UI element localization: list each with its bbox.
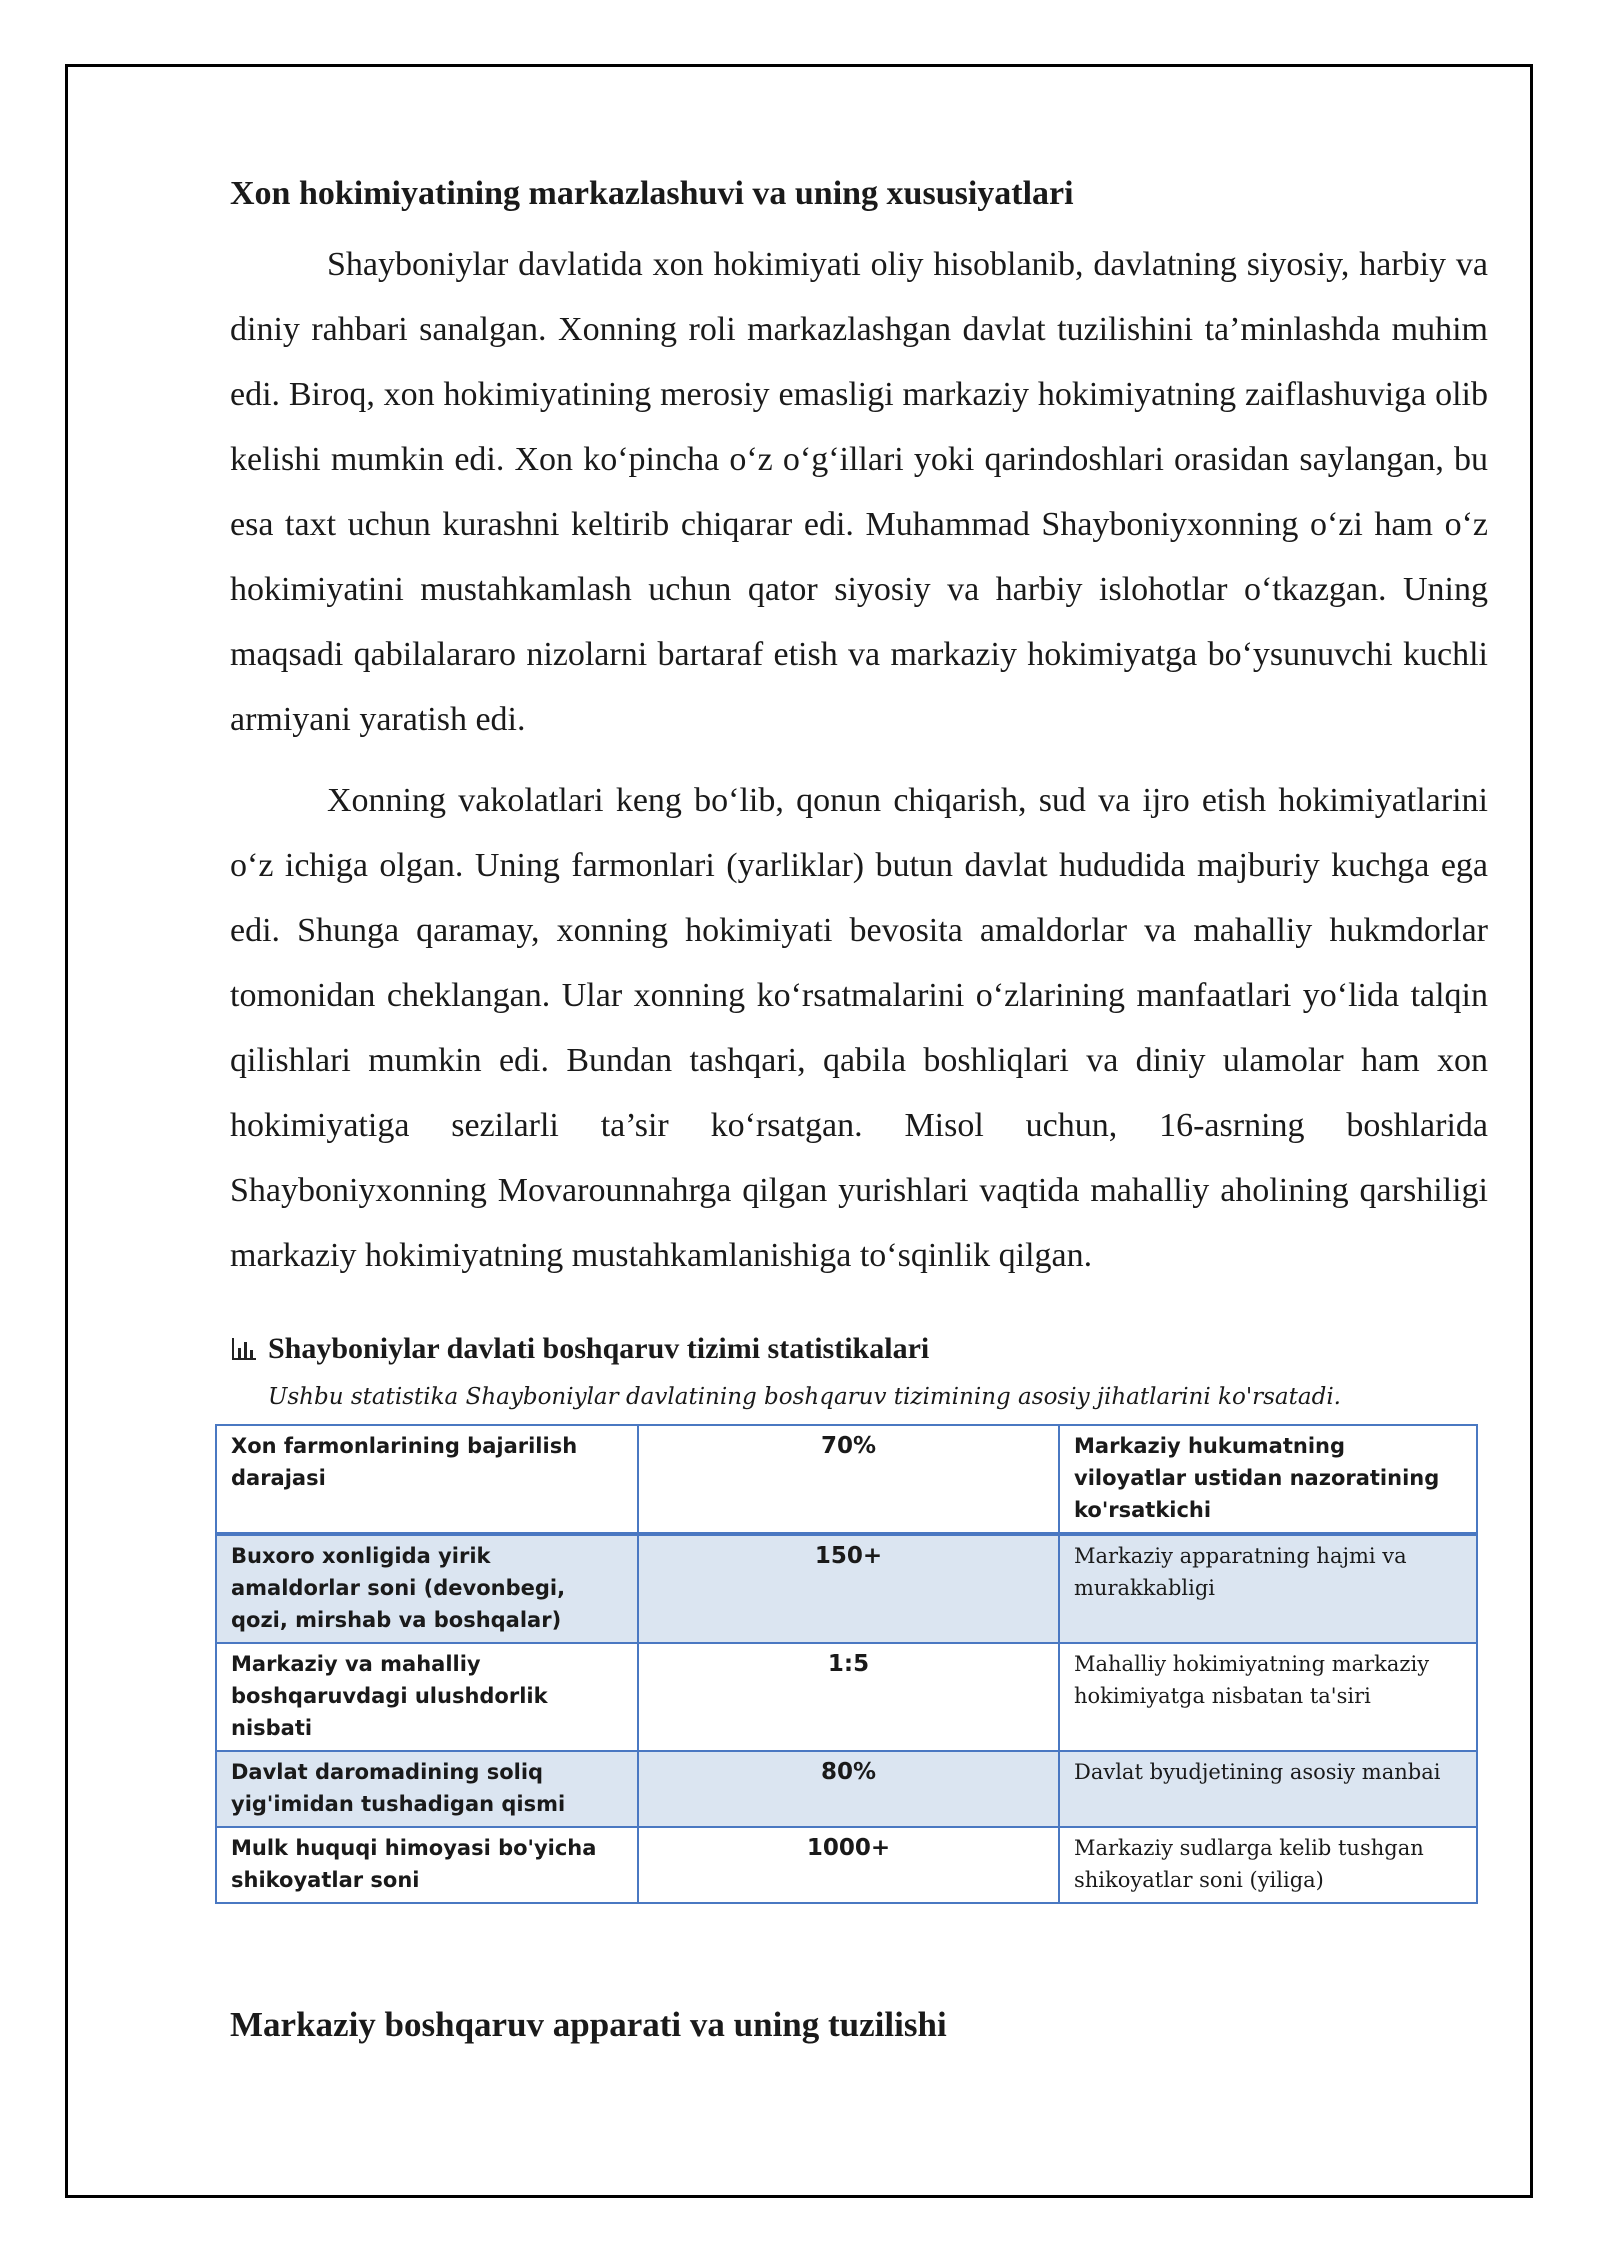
section-heading: Markaziy boshqaruv apparati va uning tuzilishi: [230, 2004, 947, 2044]
table-cell-description: Markaziy apparatning hajmi va murakkabligi: [1059, 1534, 1477, 1643]
table-row: [216, 1751, 1477, 1827]
table-cell-label: Mulk huquqi himoyasi bo'yicha shikoyatlar soni: [216, 1827, 638, 1903]
table-cell-value: 80%: [638, 1751, 1059, 1827]
table-cell-label: Davlat daromadining soliq yig'imidan tushadigan qismi: [216, 1751, 638, 1827]
table-row: [216, 1425, 1477, 1534]
table-row: [216, 1827, 1477, 1903]
table-cell-label: Xon farmonlarining bajarilish darajasi: [216, 1425, 638, 1534]
table-cell-value: 70%: [638, 1425, 1059, 1534]
statistics-title: [230, 1332, 1488, 1366]
section-heading: Xon hokimiyatining markazlashuvi va uning xususiyatlari: [230, 175, 1074, 212]
document-content: [230, 170, 1488, 2063]
paragraph: Xonning vakolatlari keng bo‘lib, qonun chiqarish, sud va ijro etish hokimiyatlarini o‘z ichiga olgan. Uning farmonlari (yarliklar) butun davlat hududida majburiy kuchga ega edi. Shunga qaramay, xonning hokimiyati bevosita amaldorlar va mahalliy hukmdorlar tomonidan cheklangan. Ular xonning ko‘rsatmalarini o‘zlarining manfaatlari yo‘lida talqin qilishlari mumkin edi. Bundan tashqari, qabila boshliqlari va diniy ulamolar ham xon hokimiyatiga sezilarli ta’sir ko‘rsatgan. Misol uchun, 16-asrning boshlarida Shayboniyxonning Movarounnahrga qilgan yurishlari vaqtida mahalliy aholining qarshiligi markaziy hokimiyatning mustahkamlanishiga to‘sqinlik qilgan.: [230, 781, 1488, 1274]
table-cell-value: 1000+: [638, 1827, 1059, 1903]
table-row: [216, 1643, 1477, 1751]
table-cell-description: Markaziy hukumatning viloyatlar ustidan nazoratining ko'rsatkichi: [1059, 1425, 1477, 1534]
table-cell-label: Buxoro xonligida yirik amaldorlar soni (devonbegi, qozi, mirshab va boshqalar): [216, 1534, 638, 1643]
statistics-table: [215, 1424, 1478, 1904]
statistics-subtitle: Ushbu statistika Shayboniylar davlatining boshqaruv tizimining asosiy jihatlarini ko'rsatadi.: [268, 1383, 1341, 1410]
statistics-title-text: Shayboniylar davlati boshqaruv tizimi statistikalari: [268, 1331, 930, 1365]
table-cell-label: Markaziy va mahalliy boshqaruvdagi ulushdorlik nisbati: [216, 1643, 638, 1751]
table-row: [216, 1534, 1477, 1643]
bar-chart-icon: [230, 1336, 258, 1362]
table-cell-description: Markaziy sudlarga kelib tushgan shikoyatlar soni (yiliga): [1059, 1827, 1477, 1903]
table-cell-description: Davlat byudjetining asosiy manbai: [1059, 1751, 1477, 1827]
table-cell-description: Mahalliy hokimiyatning markaziy hokimiyatga nisbatan ta'siri: [1059, 1643, 1477, 1751]
table-cell-value: 1:5: [638, 1643, 1059, 1751]
table-cell-value: 150+: [638, 1534, 1059, 1643]
paragraph: Shayboniylar davlatida xon hokimiyati oliy hisoblanib, davlatning siyosiy, harbiy va diniy rahbari sanalgan. Xonning roli markazlashgan davlat tuzilishini ta’minlashda muhim edi. Biroq, xon hokimiyatining merosiy emasligi markaziy hokimiyatning zaiflashuviga olib kelishi mumkin edi. Xon ko‘pincha o‘z o‘g‘illari yoki qarindoshlari orasidan saylangan, bu esa taxt uchun kurashni keltirib chiqarar edi. Muhammad Shayboniyxonning o‘zi ham o‘z hokimiyatini mustahkamlash uchun qator siyosiy va harbiy islohotlar o‘tkazgan. Uning maqsadi qabilalararo nizolarni bartaraf etish va markaziy hokimiyatga bo‘ysunuvchi kuchli armiyani yaratish edi.: [230, 245, 1488, 738]
